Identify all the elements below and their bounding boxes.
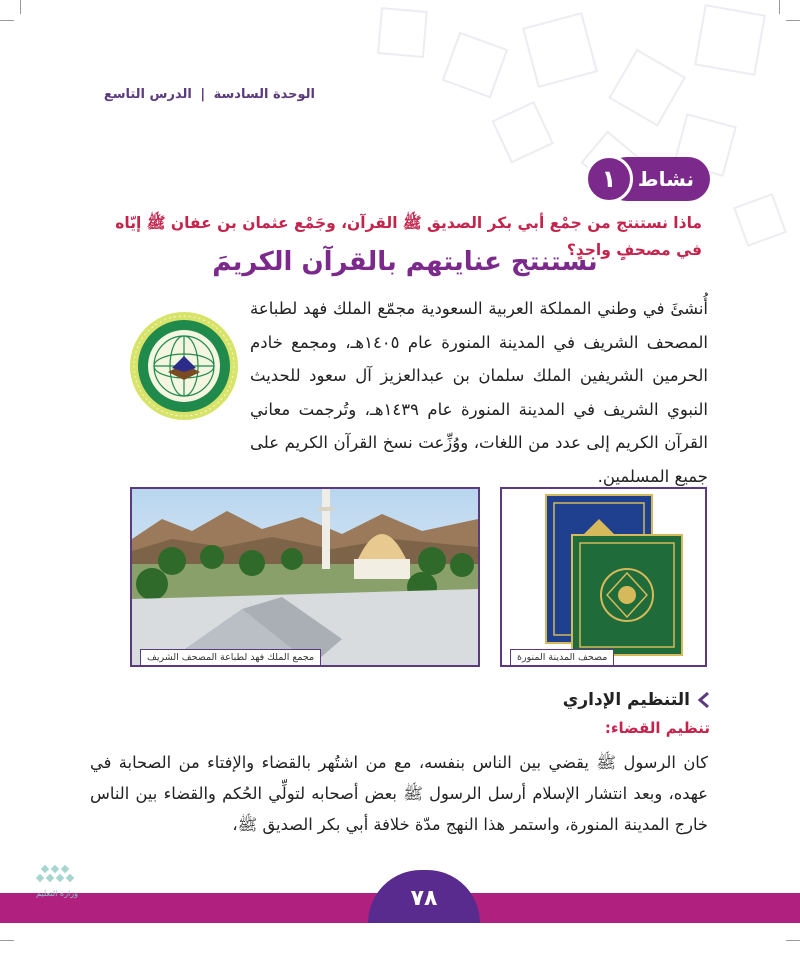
- paragraph-judiciary: كان الرسول ﷺ يقضي بين الناس بنفسه، مع من اشتُهر بالقضاء والإفتاء من الصحابة في عهده، وبعد انتشار الإسلام أرسل الرسول ﷺ بعض أصحابه لتولِّي الحُكم والقضاء بين الناس خارج المدينة المنورة، واستمر هذا النهج مدّة خلافة أبي بكر الصديق ﷺ،: [90, 753, 708, 834]
- activity-label: نشاط: [605, 157, 710, 201]
- activity-number: ١: [585, 155, 633, 203]
- mushaf-illustration: [502, 489, 705, 665]
- complex-caption: مجمع الملك فهد لطباعة المصحف الشريف: [140, 649, 321, 665]
- mushaf-caption: مصحف المدينة المنورة: [510, 649, 614, 665]
- ministry-logo-icon: [12, 862, 97, 908]
- judiciary-subheading: تنظيم القضاء:: [604, 719, 710, 737]
- crop-mark: [786, 20, 800, 21]
- paragraph-quran-care: أُنشئَ في وطني المملكة العربية السعودية مجمّع الملك فهد لطباعة المصحف الشريف في المدينة المنورة عام ١٤٠٥هـ، ومجمع خادم الحرمين الشريفين الملك سلمان بن عبدالعزيز آل سعود للحديث النبوي الشريف في المدينة المنورة عام ١٤٣٩هـ، وتُرجمت معاني القرآن الكريم إلى عدد من اللغات، ووُزِّعت نسخ القرآن الكريم على جميع المسلمين.: [250, 299, 708, 486]
- photo-king-fahd-complex: [130, 487, 480, 667]
- admin-heading: [500, 690, 710, 710]
- photo-madinah-mushaf: [500, 487, 707, 667]
- complex-illustration: [132, 489, 478, 665]
- crop-mark: [786, 940, 800, 941]
- crop-mark: [779, 0, 780, 14]
- crop-mark: [0, 20, 14, 21]
- king-fahd-complex-emblem: [128, 310, 240, 422]
- admin-heading-label: التنظيم الإداري: [562, 690, 690, 710]
- unit-label: الوحدة السادسة: [213, 87, 315, 102]
- chevron-left-icon: [696, 692, 710, 708]
- activity-badge: [585, 157, 710, 201]
- header-separator: |: [200, 87, 206, 102]
- section-title: نستنتج عنايتهم بالقرآن الكريمَ: [212, 247, 598, 277]
- crop-mark: [0, 940, 14, 941]
- crop-mark: [20, 0, 21, 14]
- ministry-watermark: وزارة التعليم: [36, 889, 78, 898]
- running-header: [85, 87, 315, 102]
- page-number: ٧٨: [368, 870, 480, 923]
- activity-question: ماذا نستنتج من جمْع أبي بكر الصديق ﷺ القرآن، وجَمْع عثمان بن عفان ﷺ إيّاه في مصحفٍ واحدٍ؟: [115, 214, 702, 259]
- lesson-label: الدرس التاسع: [103, 87, 192, 102]
